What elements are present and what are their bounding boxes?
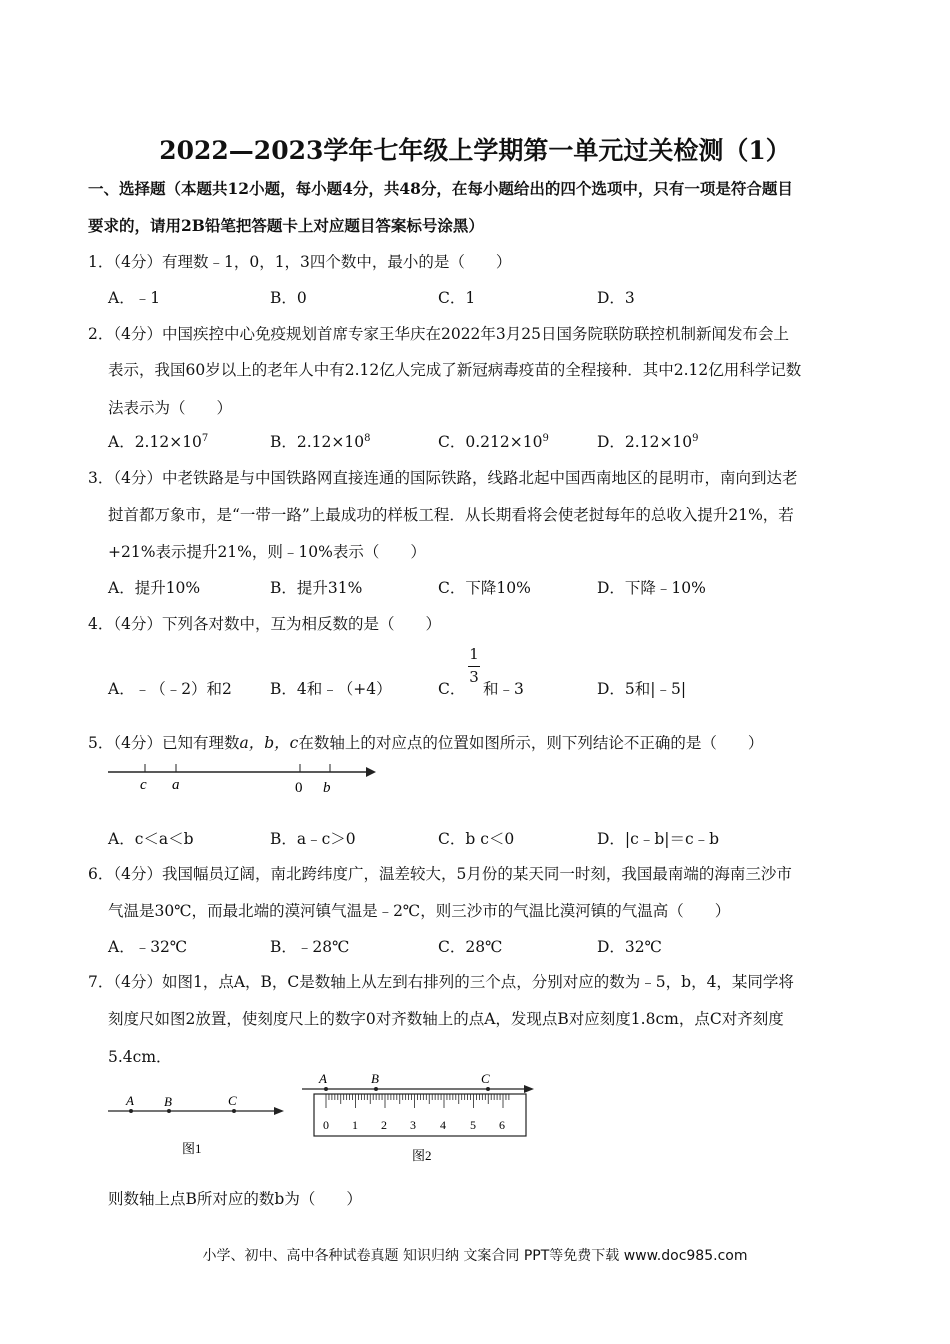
q6-option-c: C．28℃ [438,938,503,956]
q5-number-line [104,760,394,800]
q6-option-b: B．﹣28℃ [270,938,350,956]
fig1-caption: 图1 [182,1141,202,1156]
q6-option-a: A．﹣32℃ [108,938,188,956]
ruler-tick-0: 0 [323,1118,329,1132]
q5-option-b: B．a﹣c＞0 [270,830,356,848]
fig2-label-c: C [481,1071,490,1086]
q7-figure1 [104,1088,294,1163]
q4-option-c-denominator: 3 [469,668,479,686]
q7-figure2 [298,1068,543,1168]
q5-option-d: D．|c﹣b|＝c﹣b [597,830,720,848]
section-heading-line1: 一、选择题（本题共12小题，每小题4分，共48分，在每小题给出的四个选项中，只有一项是符合题目 [88,179,793,198]
q5-label-b: b [323,780,331,796]
q4-option-c-rest: 和﹣3 [483,680,524,698]
q7-line1: 7．（4分）如图1，点A，B，C是数轴上从左到右排列的三个点，分别对应的数为﹣5，b，4，某同学将 [88,973,794,991]
q1-option-b: B．0 [270,289,307,307]
q5-label-a: a [172,777,180,793]
q4-option-d: D．5和|﹣5| [597,680,687,698]
q3-option-c: C．下降10% [438,579,531,597]
q3-line2: 挝首都万象市，是“一带一路”上最成功的样板工程．从长期看将会使老挝每年的总收入提升21%，若 [108,506,794,524]
q5-label-0: 0 [295,780,303,796]
ruler-ticks [326,1094,509,1108]
q1-stem: 1．（4分）有理数﹣1，0，1，3四个数中，最小的是（ ） [88,253,512,271]
q1-option-a: A．﹣1 [108,289,161,307]
q2-line2: 表示，我国60岁以上的老年人中有2.12亿人完成了新冠病毒疫苗的全程接种．其中2.12亿用科学记数 [108,361,802,379]
q2-option-d: D．$2.12\times 10^9$ [597,432,699,451]
q4-option-a: A．﹣（﹣2）和2 [108,680,232,698]
q4-option-c-numerator: 1 [469,645,479,663]
ruler-tick-6: 6 [499,1118,505,1132]
q3-option-a: A．提升10% [108,579,201,597]
q4-option-b: B．4和﹣（+4） [270,680,392,698]
ruler-tick-5: 5 [470,1118,476,1132]
q7-line3: 5.4cm． [108,1048,172,1066]
ruler-tick-4: 4 [440,1118,446,1132]
section-heading-line2: 要求的，请用2B铅笔把答题卡上对应题目答案标号涂黑） [88,216,484,235]
q2-line1: 2．（4分）中国疾控中心免疫规划首席专家王华庆在2022年3月25日国务院联防联控机制新闻发布会上 [88,325,790,343]
q3-line1: 3．（4分）中老铁路是与中国铁路网直接连通的国际铁路，线路北起中国西南地区的昆明市，南向到达老 [88,469,798,487]
page-title: 2022—2023学年七年级上学期第一单元过关检测（1） [159,136,791,165]
fig1-label-b: B [164,1094,172,1109]
q2-option-b: B．$2.12\times 10^8$ [270,432,371,451]
q6-option-d: D．32℃ [597,938,662,956]
q4-stem: 4．（4分）下列各对数中，互为相反数的是（ ） [88,615,441,633]
q3-option-b: B．提升31% [270,579,363,597]
q6-line2: 气温是30℃，而最北端的漠河镇气温是﹣2℃，则三沙市的气温比漠河镇的气温高（ ） [108,902,731,920]
fig2-caption: 图2 [412,1148,432,1163]
q7-line2: 刻度尺如图2放置，使刻度尺上的数字0对齐数轴上的点A，发现点B对应刻度1.8cm，点C对齐刻度 [108,1010,784,1028]
q2-option-c: C．$0.212\times 10^9$ [438,432,549,451]
q5-option-a: A．c＜a＜b [108,830,194,848]
ruler-tick-1: 1 [352,1118,358,1132]
q5-label-c: c [140,777,147,793]
q2-line3: 法表示为（ ） [108,399,233,417]
q3-line3: +21%表示提升21%，则﹣10%表示（ ） [108,543,426,561]
ruler [314,1094,526,1136]
q5-stem: 5．（4分）已知有理数a，b，c在数轴上的对应点的位置如图所示，则下列结论不正确的是（ ） [88,734,764,752]
ruler-tick-3: 3 [410,1118,416,1132]
q2-option-a: A．$2.12\times 10^7$ [108,432,209,451]
q3-option-d: D．下降﹣10% [597,579,706,597]
q4-option-c: C． [438,680,466,698]
fig2-label-b: B [371,1071,379,1086]
q7-ask: 则数轴上点B所对应的数b为（ ） [108,1190,362,1208]
fig2-label-a: A [319,1071,327,1086]
q4-fraction-bar [468,666,480,667]
page-footer: 小学、初中、高中各种试卷真题 知识归纳 文案合同 PPT等免费下载 www.doc985.com [202,1248,748,1264]
q5-option-c: C．b c＜0 [438,830,515,848]
q1-option-c: C．1 [438,289,476,307]
ruler-tick-2: 2 [381,1118,387,1132]
q6-line1: 6．（4分）我国幅员辽阔，南北跨纬度广，温差较大，5月份的某天同一时刻，我国最南端的海南三沙市 [88,865,792,883]
fig1-label-a: A [126,1093,134,1108]
q1-option-d: D．3 [597,289,635,307]
fig1-label-c: C [228,1093,237,1108]
